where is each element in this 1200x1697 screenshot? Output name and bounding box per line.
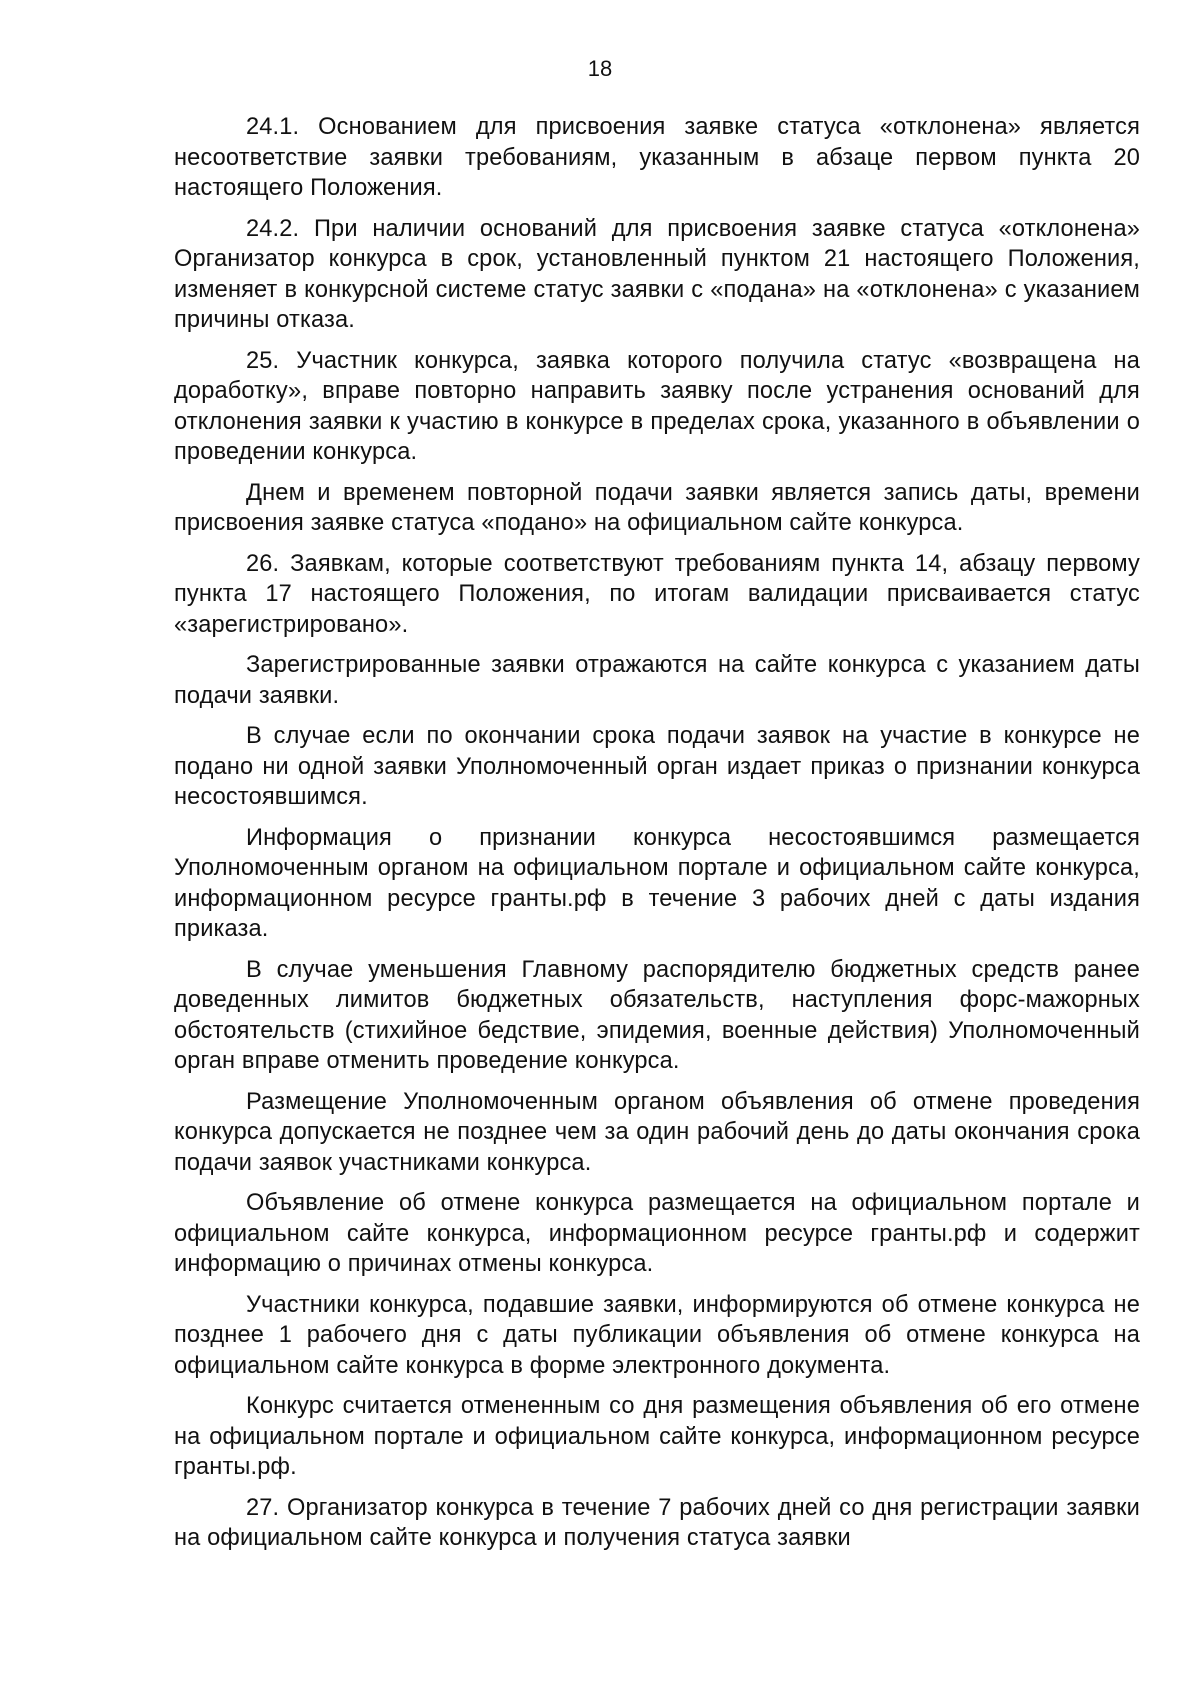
paragraph-24-1: 24.1. Основанием для присвоения заявке статуса «отклонена» является несоответствие заявки требованиям, указанным в абзаце первом пункта 20 настоящего Положения. bbox=[174, 114, 1140, 201]
paragraph-no-applications: В случае если по окончании срока подачи заявок на участие в конкурсе не подано ни одной заявки Уполномоченный орган издает приказ о признании конкурса несостоявшимся. bbox=[174, 723, 1140, 810]
paragraph-27: 27. Организатор конкурса в течение 7 рабочих дней со дня регистрации заявки на официальном сайте конкурса и получения статуса заявки bbox=[174, 1494, 1140, 1551]
paragraph-24-2: 24.2. При наличии оснований для присвоения заявке статуса «отклонена» Организатор конкурса в срок, установленный пунктом 21 настоящего Положения, изменяет в конкурсной системе статус заявки с «подана» на «отклонена» с указанием причины отказа. bbox=[174, 215, 1140, 333]
paragraph-resubmission-date: Днем и временем повторной подачи заявки является запись даты, времени присвоения заявке статуса «подано» на официальном сайте конкурса. bbox=[174, 479, 1140, 536]
paragraph-25: 25. Участник конкурса, заявка которого получила статус «возвращена на доработку», вправе повторно направить заявку после устранения оснований для отклонения заявки к участию в конкурсе в пределах срока, указанного в объявлении о проведении конкурса. bbox=[174, 347, 1140, 465]
paragraph-participants-notified: Участники конкурса, подавшие заявки, информируются об отмене конкурса не позднее 1 рабочего дня с даты публикации объявления об отмене конкурса на официальном сайте конкурса в форме электронного документа. bbox=[174, 1291, 1140, 1379]
paragraph-registered-applications: Зарегистрированные заявки отражаются на сайте конкурса с указанием даты подачи заявки. bbox=[174, 652, 1140, 709]
paragraph-cancellation-deadline: Размещение Уполномоченным органом объявления об отмене проведения конкурса допускается не позднее чем за один рабочий день до даты окончания срока подачи заявок участниками конкурса. bbox=[174, 1088, 1140, 1176]
paragraph-failed-contest-info: Информация о признании конкурса несостоявшимся размещается Уполномоченным органом на официальном портале и официальном сайте конкурса, информационном ресурсе гранты.рф в течение 3 рабочих дней с даты издания приказа. bbox=[174, 824, 1140, 942]
paragraph-cancellation-announcement: Объявление об отмене конкурса размещается на официальном портале и официальном сайте конкурса, информационном ресурсе гранты.рф и содержит информацию о причинах отмены конкурса. bbox=[174, 1190, 1140, 1277]
paragraph-contest-cancelled: Конкурс считается отмененным со дня размещения объявления об его отмене на официальном портале и официальном сайте конкурса, информационном ресурсе гранты.рф. bbox=[174, 1393, 1140, 1480]
document-body bbox=[174, 112, 1140, 1564]
page-number: 18 bbox=[587, 56, 613, 81]
paragraph-26: 26. Заявкам, которые соответствуют требованиям пункта 14, абзацу первому пункта 17 настоящего Положения, по итогам валидации присваивается статус «зарегистрировано». bbox=[174, 550, 1140, 638]
paragraph-budget-reduction: В случае уменьшения Главному распорядителю бюджетных средств ранее доведенных лимитов бюджетных обязательств, наступления форс-мажорных обстоятельств (стихийное бедствие, эпидемия, военные действия) Уполномоченный орган вправе отменить проведение конкурса. bbox=[174, 956, 1140, 1074]
